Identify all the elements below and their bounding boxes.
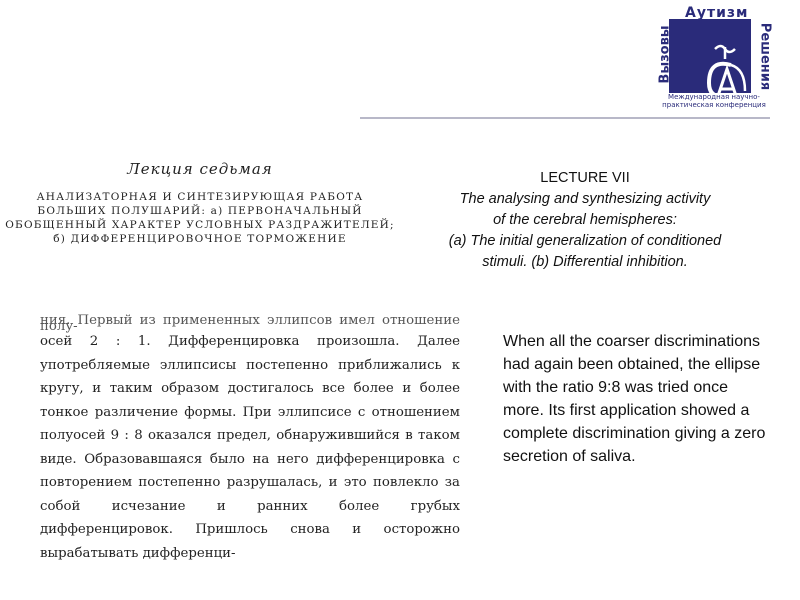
russian-text-scan: [40, 313, 460, 561]
logo-right-text: Решения: [757, 22, 773, 91]
russian-heading-scan: [0, 160, 400, 246]
conference-logo: [655, 5, 773, 113]
logo-title: Аутизм: [685, 5, 749, 21]
logo-emblem: [669, 19, 751, 93]
russian-lecture-subtitle: АНАЛИЗАТОРНАЯ И СИНТЕЗИРУЮЩАЯ РАБОТА БОЛЬШИХ ПОЛУШАРИЙ: а) ПЕРВОНАЧАЛЬНЫЙ ОБОБЩЕННЫЙ ХАРАКТЕР УСЛОВНЫХ РАЗДРАЖИТЕЛЕЙ; б) ДИФФЕРЕНЦИРОВОЧНОЕ ТОРМОЖЕНИЕ: [5, 191, 395, 245]
english-body-text: When all the coarser discriminations had again been obtained, the ellipse with the ratio 9:8 was tried once more. Its first application showed a complete discrimination giving a zero secretion of saliva.: [503, 333, 766, 465]
russian-body-text: осей 2 : 1. Дифференцировка произошла. Далее употребляемые эллипсисы постепенно приближались к кругу, и таким образом достигалось все более и более тонкое различение формы. При эллипсисе с отношением полуосей 9 : 8 оказался предел, обнаружившийся в таком виде. Образовавшаяся было на него дифференцировка с повторением постепенно разрушалась, и это повлекло за собой исчезание и ранних более грубых дифференцировок. Пришлось снова и осторожно вырабатывать дифференци-: [40, 334, 460, 561]
english-lecture-title: LECTURE VII: [540, 170, 630, 186]
english-subtitle-line: The analysing and synthesizing activity: [459, 191, 711, 207]
english-subtitle-line: stimuli. (b) Differential inhibition.: [482, 254, 688, 270]
header-divider: [360, 117, 770, 119]
english-subtitle-line: of the cerebral hemispheres:: [493, 212, 677, 228]
russian-cut-line: ния. Первый из примененных эллипсов имел отношение полу-: [40, 313, 460, 334]
russian-lecture-title: Лекция седьмая: [127, 160, 273, 178]
logo-left-text: Вызовы: [657, 25, 673, 84]
english-heading: [400, 168, 770, 273]
english-subtitle-line: (a) The initial generalization of conditioned: [448, 233, 722, 249]
logo-subtitle: Международная научно-практическая конференция: [662, 93, 766, 109]
